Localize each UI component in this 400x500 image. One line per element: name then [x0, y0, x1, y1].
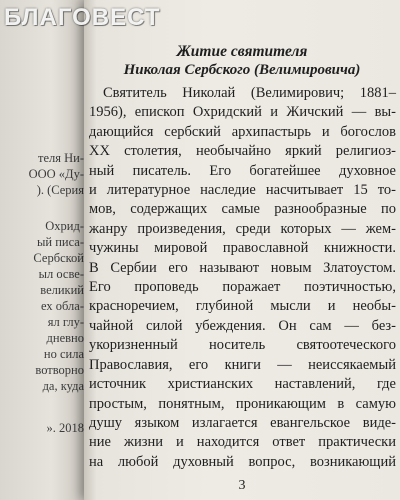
left-fragment: вотворно: [35, 363, 84, 377]
body-line: источник христианских наставлений, где: [89, 376, 396, 393]
body-line: Святитель Николай (Велимирович; 1881–: [103, 85, 396, 101]
body-line: чайной силой убеждения. Он сам — без-: [89, 317, 396, 334]
body-line: 1956), епископ Охридский и Жичский — вы-: [89, 104, 396, 121]
body-line: В Сербии его называют новым Златоустом.: [89, 259, 396, 276]
left-fragment: ял глу-: [47, 315, 84, 329]
book-page: [84, 0, 400, 500]
body-line: чужины мировой православной книжности.: [89, 240, 396, 257]
chapter-title-line-1: Житие святителя: [176, 43, 308, 60]
body-line: жанру произведения, среди которых — жем-: [89, 220, 396, 237]
body-line: простым, понятным, проникающим в самую: [89, 395, 396, 412]
left-fragment: ыл осве-: [38, 267, 84, 281]
left-fragment: ех обла-: [40, 299, 84, 313]
body-line: на любой духовный вопрос, возникающий: [89, 453, 396, 470]
left-fragment: великий: [40, 283, 84, 297]
body-line: Православия, его книги — неиссякаемый: [89, 356, 396, 373]
left-fragment: ый писа-: [36, 235, 84, 249]
body-line: ный писатель. Его богатейшее духовное: [89, 162, 396, 179]
page-number: 3: [238, 478, 246, 493]
body-text: [89, 84, 396, 472]
left-fragment: ). (Серия: [36, 183, 84, 197]
left-fragment: но сила: [43, 347, 84, 361]
left-page: [0, 0, 86, 500]
watermark-logo: БЛАГОВЕСТ: [4, 4, 161, 31]
chapter-title: [84, 42, 400, 80]
body-line: душу языком излагается евангельское виде-: [89, 414, 396, 431]
body-line: дающийся сербский архипастырь и богослов: [89, 123, 396, 140]
body-line: XX столетия, необычайно яркий религиоз-: [89, 143, 396, 160]
body-line: укоризненный носитель святоотеческого: [89, 337, 396, 354]
body-line: и литературное наследие насчитывает 15 то-: [89, 182, 396, 199]
left-fragment: да, куда: [42, 379, 84, 393]
body-line: красноречием, глубиной мысли и необы-: [89, 298, 396, 315]
body-line: Его проповедь поражает поэтичностью,: [89, 279, 396, 296]
left-fragment: теля Ни-: [37, 151, 84, 165]
chapter-title-line-2: Николая Сербского (Велимировича): [123, 62, 361, 78]
left-fragment: Сербской: [33, 251, 84, 265]
left-fragment: Охрид-: [45, 219, 84, 233]
body-line: мов, содержащих самые разнообразные по: [89, 201, 396, 218]
left-fragment: ООО «Ду-: [28, 167, 84, 181]
left-fragment: ». 2018: [46, 421, 84, 435]
body-line: ние жизни и находится ответ практически: [89, 434, 396, 451]
left-fragment: дневно: [46, 331, 84, 345]
